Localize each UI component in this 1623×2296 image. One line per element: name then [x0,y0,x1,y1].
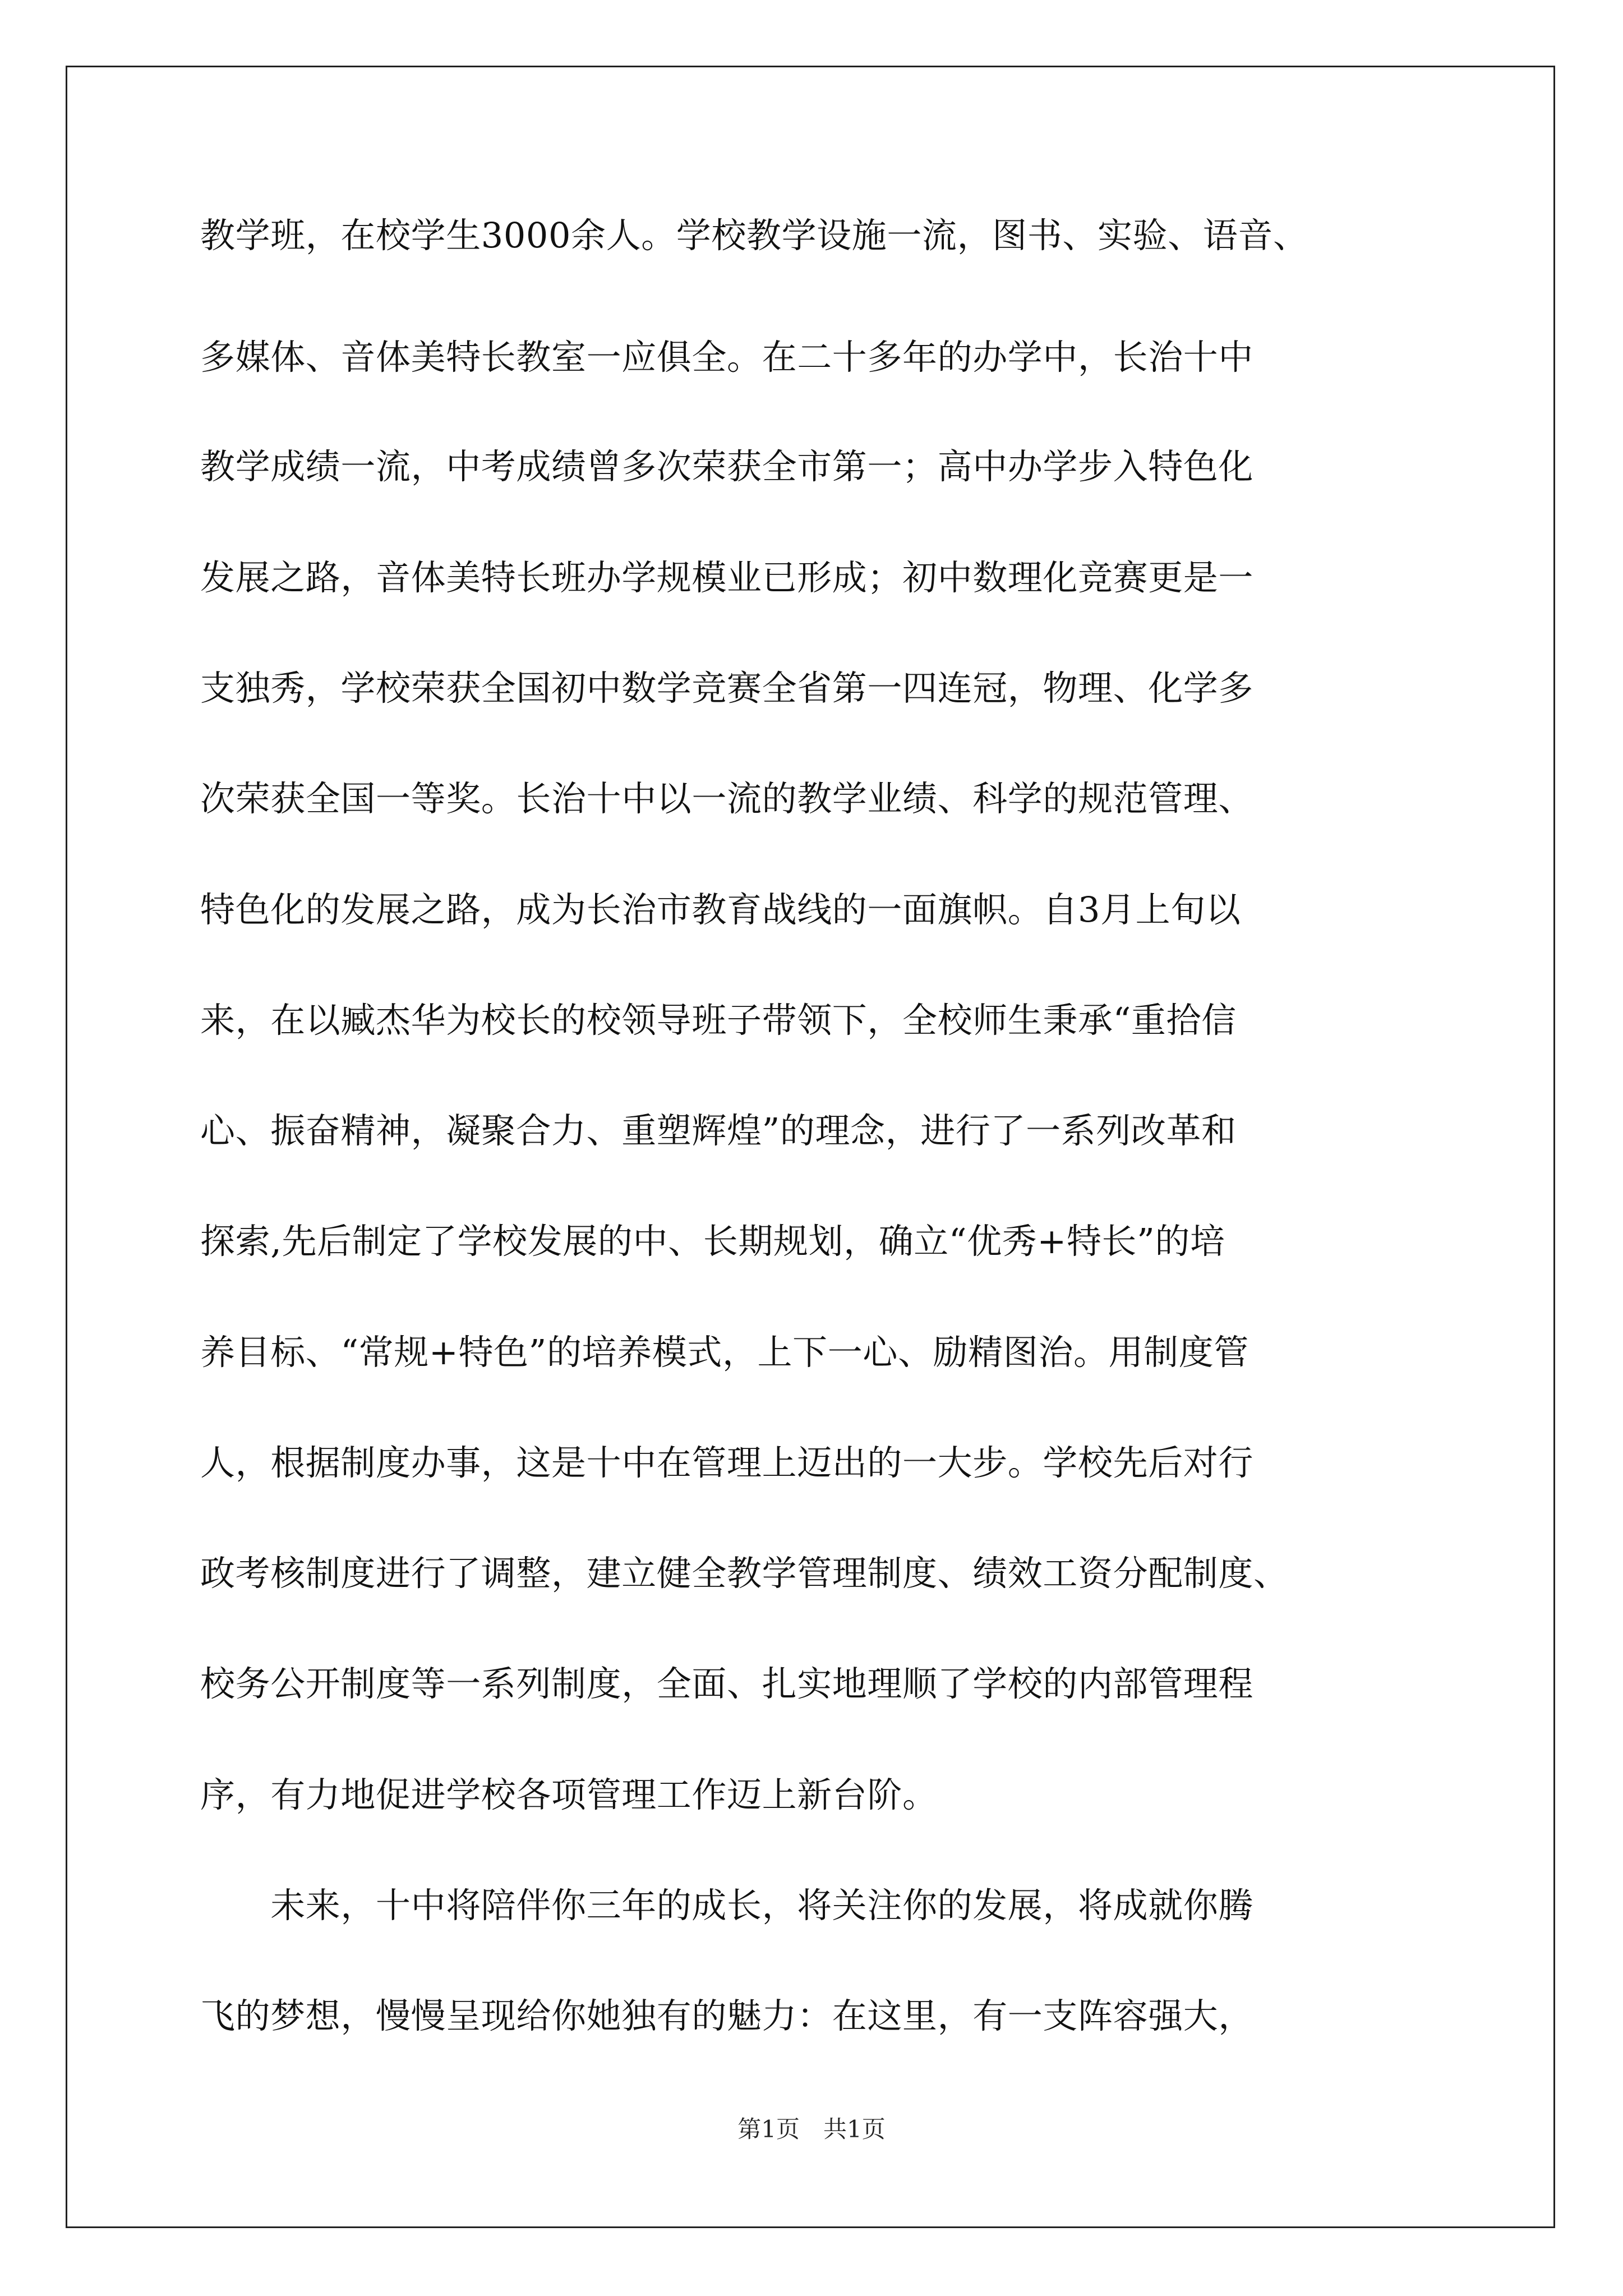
page-footer: 第1页 共1页 [737,2115,886,2143]
body-line: 教学班，在校学生3000余人。学校教学设施一流，图书、实验、语音、 [200,215,1308,256]
body-line: 特色化的发展之路，成为长治市教育战线的一面旗帜。自3月上旬以 [200,889,1241,930]
body-line: 来，在以臧杰华为校长的校领导班子带领下，全校师生秉承“重拾信 [200,1000,1237,1041]
body-line: 序，有力地促进学校各项管理工作迈上新台阶。 [200,1774,938,1815]
body-line: 飞的梦想，慢慢呈现给你她独有的魅力：在这里，有一支阵容强大， [200,1995,1254,2036]
body-line: 探索,先后制定了学校发展的中、长期规划，确立“优秀+特长”的培 [200,1221,1225,1262]
body-line: 支独秀，学校荣获全国初中数学竞赛全省第一四连冠，物理、化学多 [200,668,1254,708]
body-line: 政考核制度进行了调整，建立健全教学管理制度、绩效工资分配制度、 [200,1553,1289,1594]
paragraph-first-line: 未来，十中将陪伴你三年的成长，将关注你的发展，将成就你腾 [200,1885,1254,1926]
body-line: 心、振奋精神，凝聚合力、重塑辉煌”的理念，进行了一系列改革和 [200,1110,1237,1151]
body-line: 养目标、“常规+特色”的培养模式，上下一心、励精图治。用制度管 [200,1332,1249,1373]
body-line: 校务公开制度等一系列制度，全面、扎实地理顺了学校的内部管理程 [200,1663,1254,1704]
body-line: 发展之路，音体美特长班办学规模业已形成；初中数理化竞赛更是一 [200,557,1254,598]
body-line: 教学成绩一流，中考成绩曾多次荣获全市第一；高中办学步入特色化 [200,446,1254,487]
body-line: 次荣获全国一等奖。长治十中以一流的教学业绩、科学的规范管理、 [200,778,1254,819]
body-line: 多媒体、音体美特长教室一应俱全。在二十多年的办学中，长治十中 [200,337,1254,378]
body-line: 人，根据制度办事，这是十中在管理上迈出的一大步。学校先后对行 [200,1442,1254,1483]
